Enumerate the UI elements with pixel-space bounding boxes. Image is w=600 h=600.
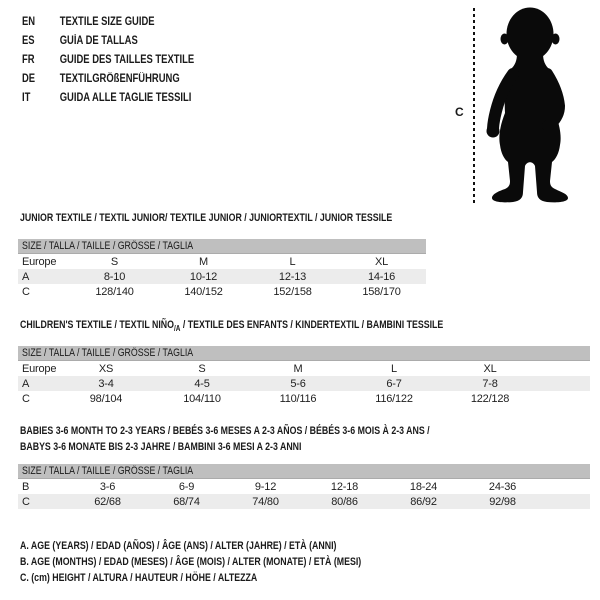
spacer-cell	[538, 361, 590, 377]
size-cell: L	[289, 255, 296, 268]
table-row-height	[18, 494, 590, 509]
size-header-row	[18, 464, 590, 479]
size-cell: 14-16	[337, 269, 426, 284]
size-header-bar: SIZE / TALLA / TAILLE / GRÖSSE / TAGLIA	[18, 464, 590, 479]
language-row	[22, 32, 194, 51]
size-cell: 12-18	[330, 480, 359, 493]
size-cell: 18-24	[409, 480, 438, 493]
footnote-a: A. AGE (YEARS) / EDAD (AÑOS) / ÂGE (ANS) / ALTER (JAHRE) / ETÀ (ANNI)	[20, 540, 337, 552]
children-size-table	[18, 346, 590, 406]
size-header-row	[18, 239, 426, 254]
row-label: C	[22, 285, 30, 298]
size-cell: M	[293, 362, 303, 375]
row-label: A	[18, 269, 70, 284]
language-title: GUIDE DES TAILLES TEXTILE	[59, 54, 195, 66]
row-label: C	[22, 392, 30, 405]
size-cell: 128/140	[95, 285, 134, 298]
size-cell: 140/152	[184, 285, 223, 298]
table-row-height	[18, 284, 426, 299]
table-row-age-months	[18, 479, 590, 495]
junior-section-title: JUNIOR TEXTILE / TEXTIL JUNIOR/ TEXTILE JUNIOR / JUNIORTEXTIL / JUNIOR TESSILE	[20, 212, 393, 224]
size-cell: XL	[374, 255, 389, 268]
size-cell: 24-36	[488, 480, 517, 493]
footnote-b: B. AGE (MONTHS) / EDAD (MESES) / ÂGE (MOIS) / ALTER (MONATE) / ETÀ (MESI)	[20, 556, 362, 568]
language-title-list	[22, 13, 232, 108]
language-title: TEXTILGRÖßENFÜHRUNG	[59, 73, 180, 85]
size-header-row	[18, 346, 590, 361]
size-cell: S	[110, 255, 119, 268]
language-title: TEXTILE SIZE GUIDE	[59, 16, 155, 28]
children-section-title: CHILDREN'S TEXTILE / TEXTIL $NIÑO_{/A}$ / TEXTILE DES ENFANTS / KINDERTEXTIL / BAMBINI TESSILE	[20, 319, 444, 334]
size-cell: L	[391, 362, 397, 375]
language-row	[22, 89, 194, 108]
table-row-height	[18, 391, 590, 406]
legend-footnotes	[20, 538, 361, 586]
size-cell: 6-7	[346, 376, 442, 391]
size-cell: 9-12	[254, 480, 277, 493]
footnote-c: C. (cm) HEIGHT / ALTURA / HAUTEUR / HÖHE / ALTEZZA	[20, 572, 258, 584]
size-cell: XL	[483, 362, 497, 375]
language-row	[22, 70, 194, 89]
table-row-age	[18, 376, 590, 391]
babies-size-table	[18, 464, 590, 509]
size-cell: 152/158	[273, 285, 312, 298]
size-cell: XS	[98, 362, 114, 375]
size-cell: 74/80	[226, 494, 305, 509]
language-code: DE	[22, 73, 36, 85]
row-label: C	[18, 494, 68, 509]
size-cell: 3-4	[58, 376, 154, 391]
size-header-bar: SIZE / TALLA / TAILLE / GRÖSSE / TAGLIA	[18, 346, 590, 361]
size-cell: 8-10	[70, 269, 159, 284]
table-row-europe	[18, 254, 426, 270]
row-label: Europe	[22, 255, 57, 268]
size-cell: 12-13	[248, 269, 337, 284]
size-cell: 7-8	[442, 376, 538, 391]
language-code: EN	[22, 16, 36, 28]
size-cell: 98/104	[89, 392, 123, 405]
language-title: GUÍA DE TALLAS	[59, 35, 138, 47]
size-cell: M	[199, 255, 208, 268]
language-row	[22, 13, 194, 32]
size-cell: 110/116	[279, 392, 317, 405]
row-label: Europe	[22, 362, 57, 375]
spacer-cell	[542, 494, 590, 509]
size-cell: 104/110	[183, 392, 221, 405]
toddler-silhouette-icon	[479, 3, 582, 206]
size-cell: S	[198, 362, 206, 375]
table-row-age	[18, 269, 426, 284]
table-row-europe	[18, 361, 590, 377]
size-cell: 62/68	[68, 494, 147, 509]
row-label: B	[22, 480, 30, 493]
size-cell: 158/170	[362, 285, 401, 298]
size-cell: 86/92	[384, 494, 463, 509]
spacer-cell	[542, 479, 590, 495]
row-label: A	[18, 376, 58, 391]
spacer-cell	[538, 376, 590, 391]
size-cell: 122/128	[470, 392, 510, 405]
size-cell: 92/98	[463, 494, 542, 509]
language-row	[22, 51, 194, 70]
language-title: GUIDA ALLE TAGLIE TESSILI	[59, 92, 192, 104]
junior-size-table	[18, 239, 426, 299]
size-cell: 6-9	[178, 480, 195, 493]
height-measure-label: C	[455, 105, 464, 119]
language-code: ES	[22, 35, 35, 47]
babies-section-title: BABIES 3-6 MONTH TO 2-3 YEARS / BEBÉS 3-6 MESES A 2-3 AÑOS / BÉBÉS 3-6 MOIS À 2-3 ANS / BABYS 3-6 MONATE BIS 2-3 JAHRE / BAMBINI 3-6 MESI A 2-3 ANNI	[20, 425, 430, 453]
language-code: FR	[22, 54, 35, 66]
size-cell: 5-6	[250, 376, 346, 391]
title-subscript: /A	[173, 324, 181, 334]
size-cell: 3-6	[99, 480, 116, 493]
size-cell: 116/122	[375, 392, 413, 405]
size-cell: 10-12	[159, 269, 248, 284]
spacer-cell	[538, 391, 590, 406]
size-header-bar: SIZE / TALLA / TAILLE / GRÖSSE / TAGLIA	[18, 239, 426, 254]
height-measure-dotted-line	[473, 8, 475, 206]
size-cell: 80/86	[305, 494, 384, 509]
language-code: IT	[22, 92, 31, 104]
size-cell: 4-5	[154, 376, 250, 391]
size-cell: 68/74	[147, 494, 226, 509]
